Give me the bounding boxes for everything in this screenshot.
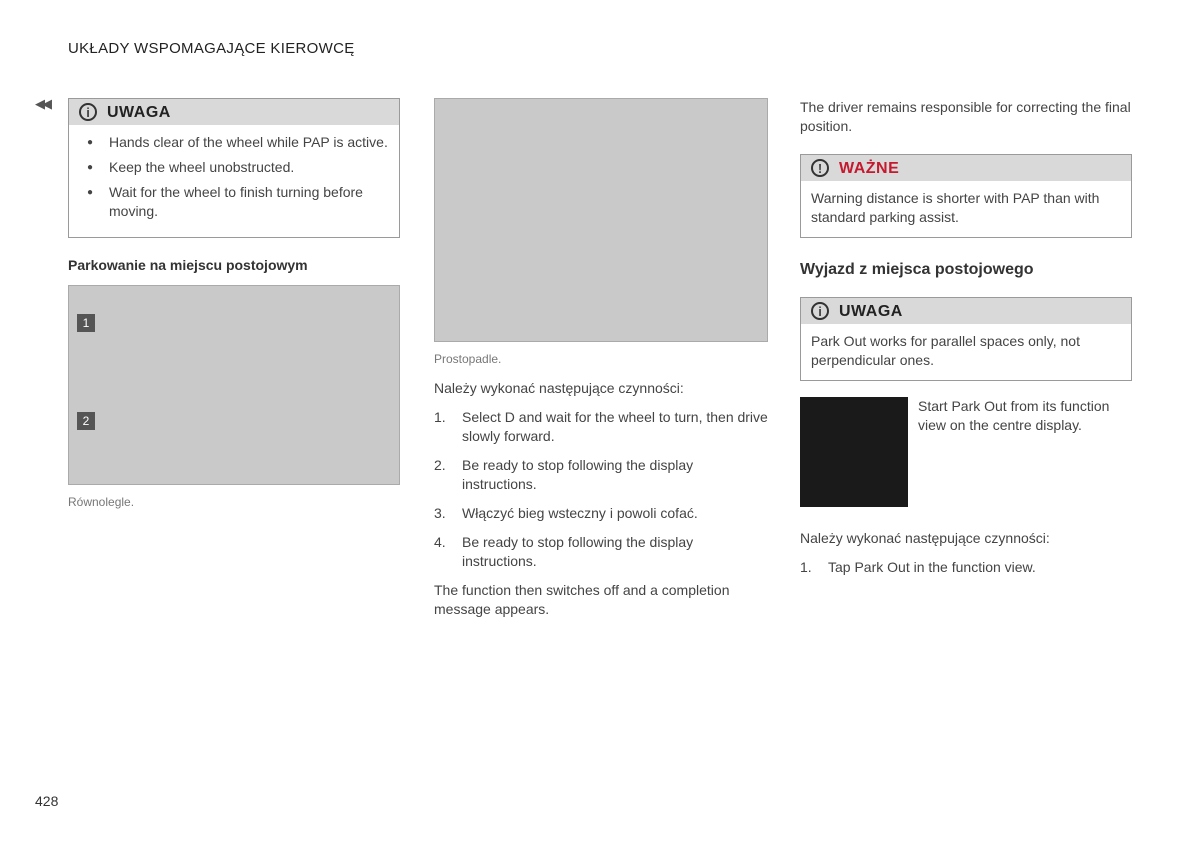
important-body: Warning distance is shorter with PAP than with standard parking assist. <box>811 190 1100 225</box>
exclamation-icon: ! <box>811 159 829 177</box>
important-title: WAŻNE <box>839 159 900 177</box>
steps-intro: Należy wykonać następujące czynności: <box>800 530 1050 546</box>
parallel-parking-figure <box>68 285 400 485</box>
step-item: 2. Be ready to stop following the display instructions. <box>434 457 694 492</box>
step-item: 4. Be ready to stop following the display instructions. <box>434 534 694 569</box>
figure-label: 1 <box>77 314 95 332</box>
section-subhead: Parkowanie na miejscu postojowym <box>68 257 308 273</box>
note-title: UWAGA <box>839 302 903 320</box>
figure-caption: Równolegle. <box>68 495 135 509</box>
step-item: 1. Select D and wait for the wheel to turn, then drive slowly forward. <box>434 409 768 444</box>
important-box <box>800 154 1132 238</box>
warning-item: ● Keep the wheel unobstructed. <box>79 158 389 177</box>
function-row <box>800 397 1132 507</box>
figure-caption: Prostopadle. <box>434 352 502 366</box>
step-item: 3. Włączyć bieg wsteczny i powoli cofać. <box>434 505 698 521</box>
page-header: UKŁADY WSPOMAGAJĄCE KIEROWCĘ <box>68 40 355 57</box>
function-text: Start Park Out from its function view on the centre display. <box>918 398 1110 433</box>
steps-list <box>434 408 768 571</box>
park-out-button-image <box>800 397 908 507</box>
perpendicular-parking-figure <box>434 98 768 342</box>
steps-intro: Należy wykonać następujące czynności: <box>434 380 684 396</box>
middle-column <box>434 98 768 619</box>
continuation-text: The driver remains responsible for correcting the final position. <box>800 99 1131 134</box>
page-number: 428 <box>35 793 59 809</box>
note-body: Park Out works for parallel spaces only, not perpendicular ones. <box>811 333 1080 368</box>
info-icon: i <box>79 103 97 121</box>
step-item: 1. Tap Park Out in the function view. <box>800 559 1036 575</box>
warning-box <box>68 98 400 238</box>
info-icon: i <box>811 302 829 320</box>
warning-list <box>79 133 389 221</box>
closing-text: The function then switches off and a completion message appears. <box>434 582 730 617</box>
steps-list <box>800 558 1132 577</box>
double-left-arrow-icon[interactable]: ◀◀ <box>35 96 49 111</box>
warning-item: ● Hands clear of the wheel while PAP is active. <box>79 133 389 152</box>
note-box <box>800 297 1132 381</box>
figure-label: 2 <box>77 412 95 430</box>
warning-title: UWAGA <box>107 103 171 121</box>
right-column <box>800 98 1132 587</box>
warning-item: ● Wait for the wheel to finish turning before moving. <box>79 183 389 221</box>
left-column <box>68 98 400 512</box>
section-subhead: Wyjazd z miejsca postojowego <box>800 261 1034 278</box>
